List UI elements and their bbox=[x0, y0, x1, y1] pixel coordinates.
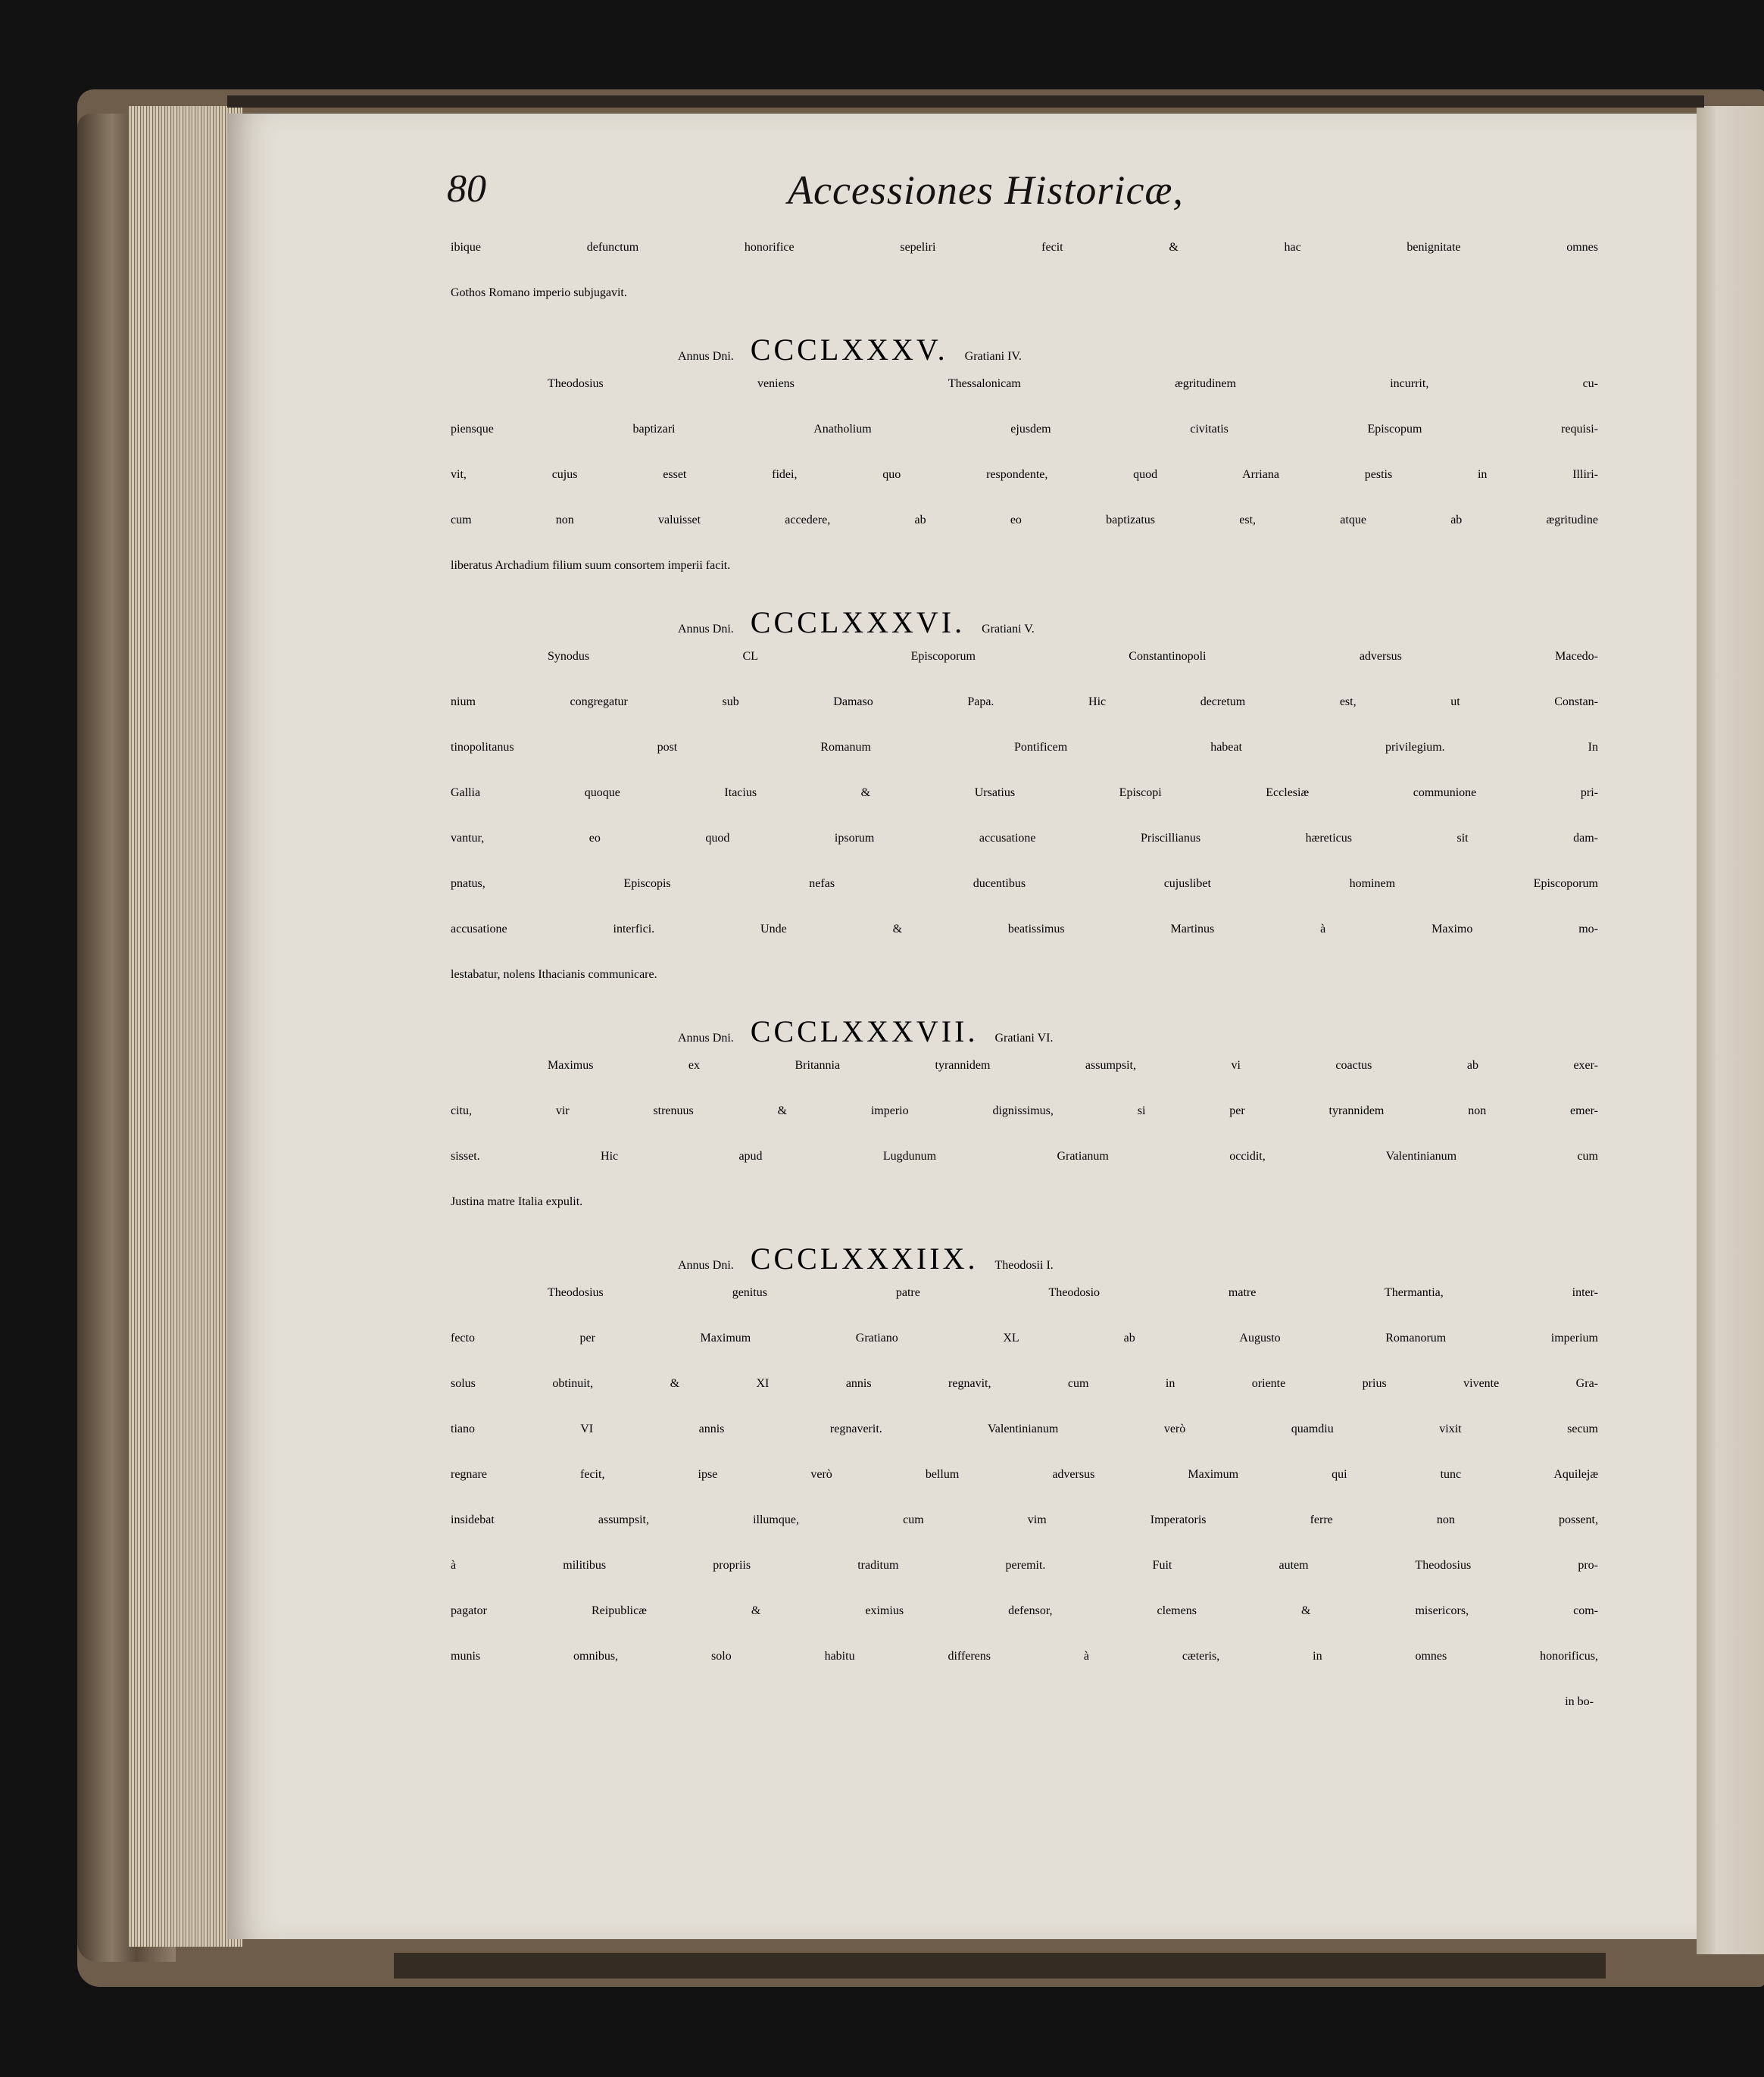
year-heading bbox=[451, 332, 1598, 377]
year-heading bbox=[451, 1241, 1598, 1286]
text-line: solus obtinuit, & XI annis regnavit, cum in oriente prius vivente Gra- bbox=[451, 1377, 1598, 1390]
facing-page-edge bbox=[1697, 106, 1764, 1954]
paragraph-last-line: liberatus Archadium filium suum consortem imperii facit. bbox=[451, 559, 731, 572]
year-numeral: CCCLXXXVI. bbox=[750, 605, 966, 639]
paragraph-first-line: Synodus CL Episcoporum Constantinopoli adversus Macedo- bbox=[548, 650, 1598, 663]
page-edges bbox=[129, 106, 242, 1947]
text-line: munis omnibus, solo habitu differens à cæteris, in omnes honorificus, bbox=[451, 1650, 1598, 1663]
year-prefix: Annus Dni. bbox=[678, 1032, 734, 1045]
paragraph-last-line: Gothos Romano imperio subjugavit. bbox=[451, 286, 627, 299]
page-body bbox=[451, 241, 1598, 1741]
paragraph-first-line: Theodosius veniens Thessalonicam ægritudinem incurrit, cu- bbox=[548, 377, 1598, 390]
text-line: pagator Reipublicæ & eximius defensor, clemens & misericors, com- bbox=[451, 1604, 1598, 1617]
year-prefix: Annus Dni. bbox=[678, 1259, 734, 1272]
text-line: citu, vir strenuus & imperio dignissimus, si per tyrannidem non emer- bbox=[451, 1104, 1598, 1117]
year-numeral: CCCLXXXVII. bbox=[750, 1014, 979, 1048]
text-line: pnatus, Episcopis nefas ducentibus cujuslibet hominem Episcoporum bbox=[451, 877, 1598, 890]
text-line: à militibus propriis traditum peremit. Fuit autem Theodosius pro- bbox=[451, 1559, 1598, 1572]
ruler-year: Gratiani V. bbox=[982, 623, 1035, 636]
year-heading bbox=[451, 1014, 1598, 1059]
bottom-shadow bbox=[394, 1953, 1606, 1979]
paragraph-first-line: Maximus ex Britannia tyrannidem assumpsit, vi coactus ab exer- bbox=[548, 1059, 1598, 1072]
text-line: insidebat assumpsit, illumque, cum vim Imperatoris ferre non possent, bbox=[451, 1513, 1598, 1526]
text-line: accusatione interfici. Unde & beatissimus Martinus à Maximo mo- bbox=[451, 923, 1598, 935]
text-line: ibique defunctum honorifice sepeliri fecit & hac benignitate omnes bbox=[451, 241, 1598, 254]
text-line: vantur, eo quod ipsorum accusatione Priscillianus hæreticus sit dam- bbox=[451, 832, 1598, 845]
ruler-year: Gratiani IV. bbox=[964, 350, 1022, 363]
text-line: regnare fecit, ipse verò bellum adversus Maximum qui tunc Aquilejæ bbox=[451, 1468, 1598, 1481]
ruler-year: Theodosii I. bbox=[994, 1259, 1054, 1272]
paragraph-first-line: Theodosius genitus patre Theodosio matre Thermantia, inter- bbox=[548, 1286, 1598, 1299]
year-prefix: Annus Dni. bbox=[678, 350, 734, 363]
text-line: fecto per Maximum Gratiano XL ab Augusto Romanorum imperium bbox=[451, 1332, 1598, 1345]
page-number: 80 bbox=[447, 167, 486, 211]
year-prefix: Annus Dni. bbox=[678, 623, 734, 636]
ruler-year: Gratiani VI. bbox=[994, 1032, 1054, 1045]
text-line: Gallia quoque Itacius & Ursatius Episcopi Ecclesiæ communione pri- bbox=[451, 786, 1598, 799]
text-line: vit, cujus esset fidei, quo respondente, quod Arriana pestis in Illiri- bbox=[451, 468, 1598, 481]
text-line: tinopolitanus post Romanum Pontificem habeat privilegium. In bbox=[451, 741, 1598, 754]
text-line: sisset. Hic apud Lugdunum Gratianum occidit, Valentinianum cum bbox=[451, 1150, 1598, 1163]
text-line: tiano VI annis regnaverit. Valentinianum verò quamdiu vixit secum bbox=[451, 1423, 1598, 1435]
year-numeral: CCCLXXXV. bbox=[750, 333, 948, 367]
paragraph-last-line: lestabatur, nolens Ithacianis communicare. bbox=[451, 968, 657, 981]
year-heading bbox=[451, 604, 1598, 650]
running-title: Accessiones Historicæ, bbox=[788, 167, 1184, 213]
catchword: in bo- bbox=[1565, 1695, 1594, 1708]
year-numeral: CCCLXXXIIX. bbox=[750, 1242, 979, 1276]
top-shadow bbox=[227, 95, 1704, 108]
paragraph-last-line: Justina matre Italia expulit. bbox=[451, 1195, 583, 1208]
page-header bbox=[447, 167, 1598, 220]
text-line: piensque baptizari Anatholium ejusdem civitatis Episcopum requisi- bbox=[451, 423, 1598, 436]
text-line: nium congregatur sub Damaso Papa. Hic decretum est, ut Constan- bbox=[451, 695, 1598, 708]
text-line: cum non valuisset accedere, ab eo baptizatus est, atque ab ægritudine bbox=[451, 514, 1598, 526]
